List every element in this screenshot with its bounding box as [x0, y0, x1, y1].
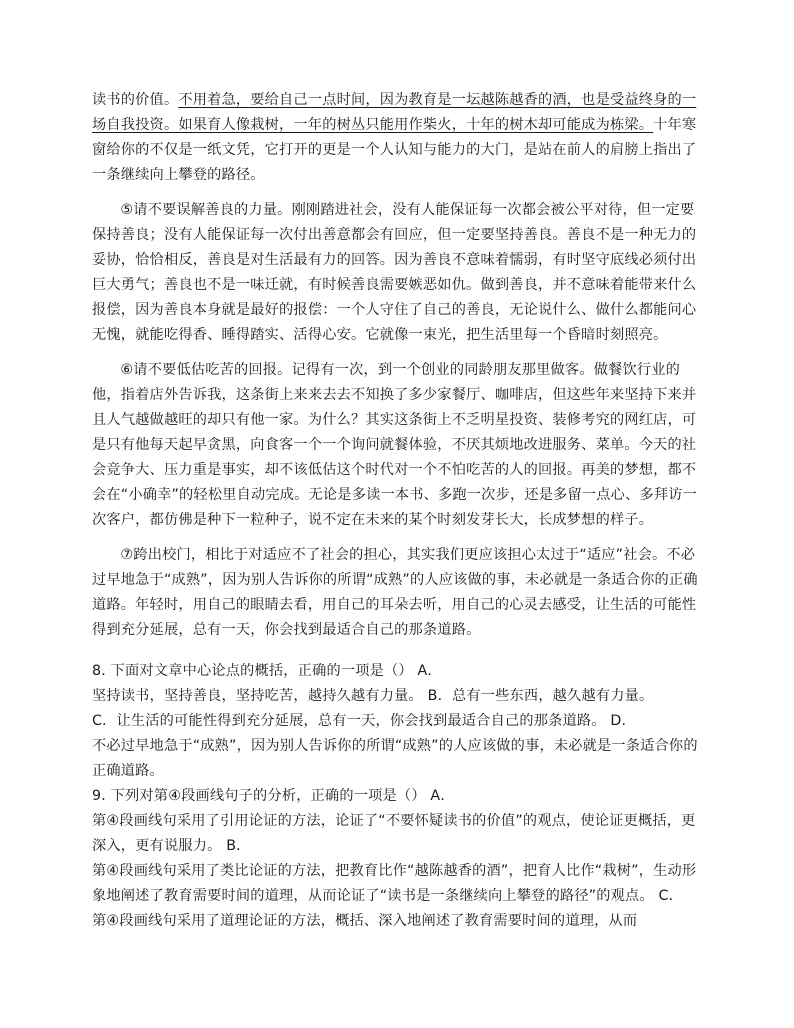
- question-9-stem: 9. 下列对第④段画线句子的分析，正确的一项是（） A．: [92, 788, 455, 804]
- question-8: [92, 659, 704, 784]
- question-8-option-b: B．总有一些东西，越久越有力量。: [422, 688, 654, 704]
- question-9: [92, 784, 704, 934]
- paragraph-4: [92, 88, 704, 188]
- underlined-sentence: 不用着急，要给自己一点时间，因为教育是一坛越陈越香的酒，也是受益终身的一场自我投资。如果育人像栽树，一年的树丛只能用作柴火，十年的树木却可能成为栋梁。: [92, 92, 697, 133]
- question-8-options-ab: [92, 684, 704, 709]
- question-8-option-d: 不必过早地急于“成熟”，因为别人告诉你的所谓“成熟”的人应该做的事，未必就是一条适合你的正确道路。: [92, 738, 698, 779]
- paragraph-4-start: 读书的价值。: [92, 92, 179, 108]
- question-8-option-a: 坚持读书，坚持善良，坚持吃苦，越持久越有力量。: [92, 688, 423, 704]
- question-8-option-d-label: D．: [605, 713, 636, 729]
- question-9-option-b: 第④段画线句采用了类比论证的方法，把教育比作“越陈越香的酒”，把育人比作“栽树”，生动形象地阐述了教育需要时间的道理，从而论证了“读书是一条继续向上攀登的路径”的观点。 C．: [92, 863, 697, 904]
- question-8-stem: 8. 下面对文章中心论点的概括，正确的一项是（） A．: [92, 663, 442, 679]
- paragraph-7: ⑦跨出校门，相比于对适应不了社会的担心，其实我们更应该担心太过于“适应”社会。不必过早地急于“成熟”，因为别人告诉你的所谓“成熟”的人应该做的事，未必就是一条适合你的正确道路。年轻时，用自己的眼睛去看，用自己的耳朵去听，用自己的心灵去感受，让生活的可能性得到充分延展，总有一天，你会找到最适合自己的那条道路。: [92, 547, 698, 638]
- document-page: [92, 88, 704, 934]
- question-9-option-a: 第④段画线句采用了引用论证的方法，论证了“不要怀疑读书的价值”的观点，使论证更概括，更深入，更有说服力。 B．: [92, 813, 696, 854]
- question-9-option-c: 第④段画线句采用了道理论证的方法，概括、深入地阐述了教育需要时间的道理，从而: [92, 913, 638, 929]
- paragraph-6: ⑥请不要低估吃苦的回报。记得有一次，到一个创业的同龄朋友那里做客。做餐饮行业的他，指着店外告诉我，这条街上来来去去不知换了多少家餐厅、咖啡店，但这些年来坚持下来并且人气越做越旺的却只有他一家。为什么？其实这条街上不乏明星投资、装修考究的网红店，可是只有他每天起早贪黑，向食客一个一个询问就餐体验，不厌其烦地改进服务、菜单。今天的社会竞争大、压力重是事实，却不该低估这个时代对一个不怕吃苦的人的回报。再美的梦想，都不会在“小确幸”的轻松里自动完成。无论是多读一本书、多跑一次步，还是多留一点心、多拜访一次客户，都仿佛是种下一粒种子，说不定在未来的某个时刻发芽长大，长成梦想的样子。: [92, 362, 697, 528]
- question-8-option-c: C．让生活的可能性得到充分延展，总有一天，你会找到最适合自己的那条道路。: [92, 713, 606, 729]
- paragraph-4-end: 十年寒窗给你的不仅是一纸文凭，它打开的更是一个人认知与能力的大门，是站在前人的肩膀上指出了一条继续向上攀登的路径。: [92, 117, 697, 183]
- paragraph-5: ⑤请不要误解善良的力量。刚刚踏进社会，没有人能保证每一次都会被公平对待，但一定要保持善良；没有人能保证每一次付出善意都会有回应，但一定要坚持善良。善良不是一种无力的妥协，恰恰相反，善良是对生活最有力的回答。因为善良不意味着懦弱，有时坚守底线必须付出巨大勇气；善良也不是一味迁就，有时候善良需要嫉恶如仇。做到善良，并不意味着能带来什么报偿，因为善良本身就是最好的报偿：一个人守住了自己的善良，无论说什么、做什么都能问心无愧，就能吃得香、睡得踏实、活得心安。它就像一束光，把生活里每一个昏暗时刻照亮。: [92, 202, 697, 343]
- question-8-option-c-line: [92, 709, 704, 734]
